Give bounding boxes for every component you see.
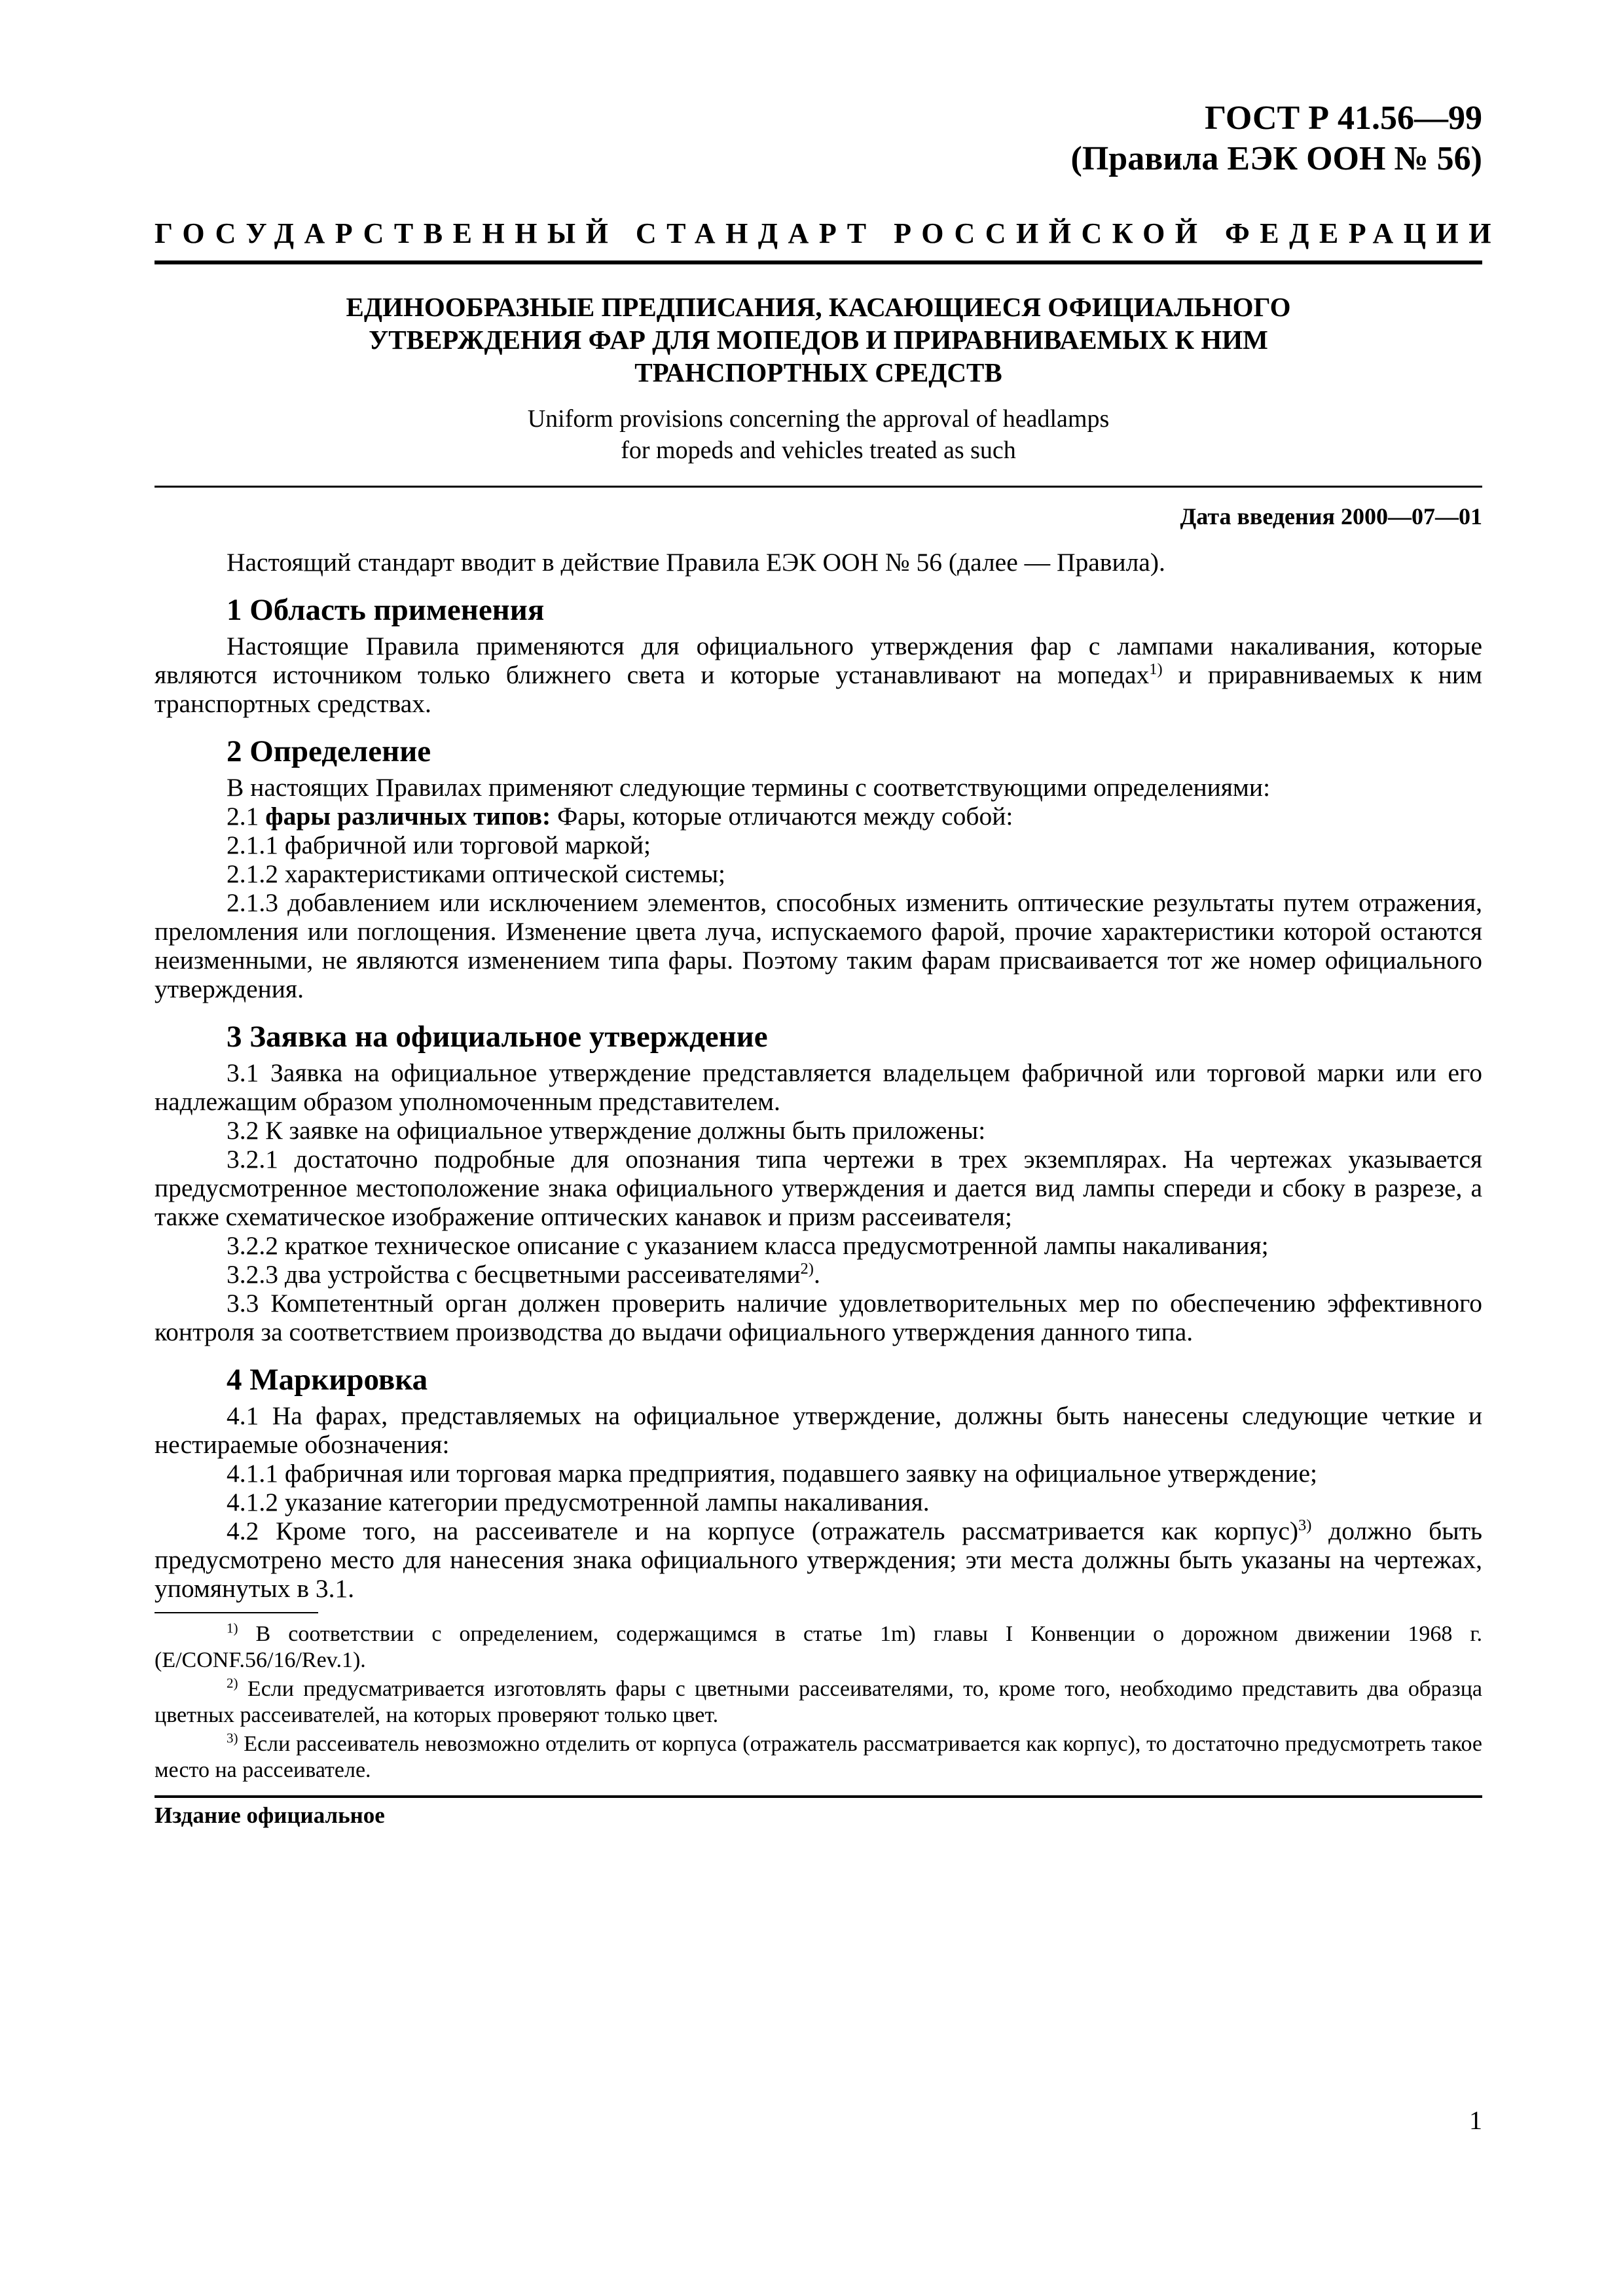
header-divider: [155, 260, 1482, 264]
footnotes: [155, 1621, 1482, 1784]
title-divider: [155, 486, 1482, 488]
intro-paragraph: Настоящий стандарт вводит в действие Правила ЕЭК ООН № 56 (далее — Правила).: [227, 548, 1165, 577]
english-title-line: Uniform provisions concerning the approval of headlamps: [527, 405, 1110, 433]
document-page: [155, 98, 1501, 1829]
footnote-mark: 1): [227, 1620, 238, 1636]
title-line: ТРАНСПОРТНЫХ СРЕДСТВ: [634, 357, 1002, 387]
standard-header: [155, 98, 1482, 179]
paragraph-2-1: [155, 802, 1482, 831]
footnote-text: В соответствии с определением, содержащимся в статье 1m) главы I Конвенции о дорожном движении 1968 г. (E/CONF.56/16/Rev.1).: [155, 1622, 1482, 1672]
text-run: и приравниваемых к ним транспортных средствах.: [155, 660, 1482, 718]
paragraph: 4.1 На фарах, представляемых на официальное утверждение, должны быть нанесены следующие четкие и нестираемые обозначения:: [155, 1401, 1482, 1459]
section-2-heading: 2 Определение: [227, 734, 431, 768]
footnote: [155, 1621, 1482, 1674]
gov-standard-title: ГОСУДАРСТВЕННЫЙ СТАНДАРТ РОССИЙСКОЙ ФЕДЕРАЦИИ: [155, 217, 1501, 249]
paragraph: 4.1.2 указание категории предусмотренной лампы накаливания.: [227, 1488, 930, 1516]
text-run: .: [813, 1260, 820, 1289]
paragraph-3-2-3: [155, 1260, 1482, 1289]
standard-number: ГОСТ Р 41.56—99: [1205, 99, 1482, 137]
footnote-ref: 2): [800, 1259, 814, 1278]
footnote-text: Если предусматривается изготовлять фары с цветными рассеивателями, то, кроме того, необходимо представить два образца цветных рассеивателей, на которых проверяют только цвет.: [155, 1677, 1482, 1727]
page-number: 1: [1469, 2106, 1482, 2135]
text-run: Фары, которые отличаются между собой:: [551, 802, 1013, 831]
introduction-date: Дата введения 2000—07—01: [1180, 503, 1482, 529]
footnote: [155, 1731, 1482, 1784]
text-run: 4.2 Кроме того, на рассеивателе и на корпусе (отражатель рассматривается как корпус): [227, 1516, 1299, 1545]
text-run: должно быть предусмотрено место для нанесения знака официального утверждения; эти места должны быть указаны на чертежах, упомянутых в 3.1.: [155, 1516, 1482, 1603]
text-run: 2.1: [227, 802, 266, 831]
paragraph: 2.1.1 фабричной или торговой маркой;: [227, 831, 651, 859]
text-run: 3.2.3 два устройства с бесцветными рассеивателями: [227, 1260, 801, 1289]
footnote-separator: [155, 1612, 318, 1613]
rule-reference: (Правила ЕЭК ООН № 56): [1070, 140, 1482, 177]
document-body: [155, 548, 1482, 1603]
official-edition-label: Издание официальное: [155, 1803, 385, 1828]
document-title: [155, 291, 1482, 389]
footnote: [155, 1676, 1482, 1729]
footer-divider: [155, 1795, 1482, 1798]
footnote-mark: 3): [227, 1730, 238, 1746]
text-run: Настоящие Правила применяются для официального утверждения фар с лампами накаливания, которые являются источником только ближнего света и которые устанавливают на мопедах: [155, 632, 1482, 689]
paragraph: 3.2.1 достаточно подробные для опознания типа чертежи в трех экземплярах. На чертежах указывается предусмотренное местоположение знака официального утверждения и дается вид лампы спереди и сбоку в разрезе, а также схематическое изображение оптических канавок и призм рассеивателя;: [155, 1145, 1482, 1231]
paragraph: 2.1.3 добавлением или исключением элементов, способных изменить оптические результаты путем отражения, преломления или поглощения. Изменение цвета луча, испускаемого фарой, прочие характеристики которой остаются неизменными, не являются изменением типа фары. Поэтому таким фарам присваивается тот же номер официального утверждения.: [155, 888, 1482, 1003]
paragraph: 3.2 К заявке на официальное утверждение должны быть приложены:: [227, 1116, 986, 1145]
paragraph: 3.3 Компетентный орган должен проверить наличие удовлетворительных мер по обеспечению эффективного контроля за соответствием производства до выдачи официального утверждения данного типа.: [155, 1289, 1482, 1346]
paragraph: 4.1.1 фабричная или торговая марка предприятия, подавшего заявку на официальное утверждение;: [227, 1459, 1318, 1488]
defined-term: фары различных типов:: [265, 802, 551, 831]
section-1-heading: 1 Область применения: [227, 593, 545, 627]
paragraph: В настоящих Правилах применяют следующие термины с соответствующими определениями:: [227, 773, 1271, 802]
footnote-mark: 2): [227, 1675, 238, 1691]
english-title-line: for mopeds and vehicles treated as such: [621, 437, 1016, 464]
title-line: УТВЕРЖДЕНИЯ ФАР ДЛЯ МОПЕДОВ И ПРИРАВНИВАЕМЫХ К НИМ: [369, 325, 1268, 355]
paragraph: 3.2.2 краткое техническое описание с указанием класса предусмотренной лампы накаливания;: [227, 1231, 1269, 1260]
section-3-heading: 3 Заявка на официальное утверждение: [227, 1020, 768, 1054]
paragraph: 2.1.2 характеристиками оптической системы;: [227, 859, 725, 888]
footnote-text: Если рассеиватель невозможно отделить от корпуса (отражатель рассматривается как корпус), то достаточно предусмотреть такое место на рассеивателе.: [155, 1732, 1482, 1782]
footnote-ref: 1): [1149, 660, 1163, 678]
section-4-heading: 4 Маркировка: [227, 1363, 428, 1397]
footnote-ref: 3): [1298, 1516, 1312, 1534]
title-line: ЕДИНООБРАЗНЫЕ ПРЕДПИСАНИЯ, КАСАЮЩИЕСЯ ОФИЦИАЛЬНОГО: [346, 292, 1291, 322]
paragraph-4-2: [155, 1516, 1482, 1603]
section-1-paragraph: [155, 632, 1482, 718]
english-title: [155, 403, 1482, 466]
paragraph: 3.1 Заявка на официальное утверждение представляется владельцем фабричной или торговой марки или его надлежащим образом уполномоченным представителем.: [155, 1058, 1482, 1116]
